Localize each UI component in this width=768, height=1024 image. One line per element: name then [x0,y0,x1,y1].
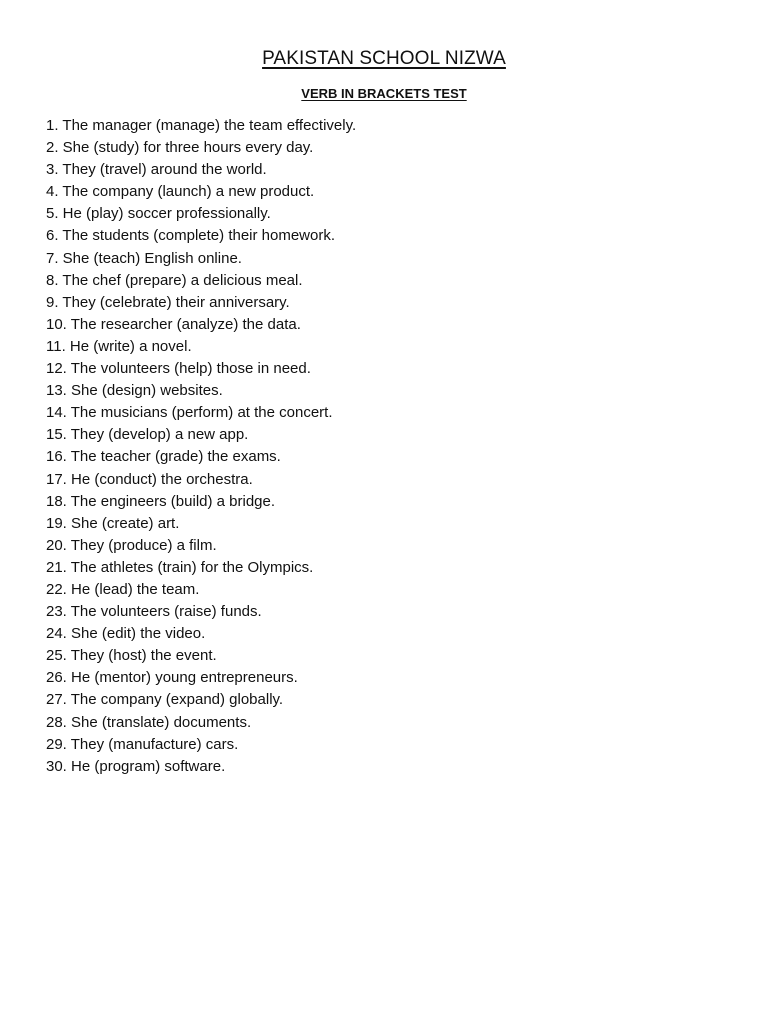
question-item: 12. The volunteers (help) those in need. [46,360,311,378]
question-item: 23. The volunteers (raise) funds. [46,603,262,621]
question-item: 28. She (translate) documents. [46,713,252,731]
question-item: 29. They (manufacture) cars. [46,735,239,753]
question-item: 27. The company (expand) globally. [46,691,284,709]
question-item: 21. The athletes (train) for the Olympics. [46,558,314,576]
document-subtitle-text: VERB IN BRACKETS TEST [301,86,467,101]
question-item: 26. He (mentor) young entrepreneurs. [46,669,298,687]
question-item: 15. They (develop) a new app. [46,426,249,444]
question-item: 19. She (create) art. [46,514,180,532]
question-item: 30. He (program) software. [46,757,226,775]
question-item: 7. She (teach) English online. [46,249,242,267]
question-item: 9. They (celebrate) their anniversary. [46,293,290,311]
question-item: 6. The students (complete) their homework. [46,227,336,245]
document-title-text: PAKISTAN SCHOOL NIZWA [262,48,506,69]
question-item: 8. The chef (prepare) a delicious meal. [46,271,303,289]
question-item: 10. The researcher (analyze) the data. [46,315,301,333]
question-list [46,115,356,778]
question-item: 25. They (host) the event. [46,647,217,665]
question-item: 4. The company (launch) a new product. [46,183,315,201]
question-item: 14. The musicians (perform) at the concert. [46,404,333,422]
question-item: 17. He (conduct) the orchestra. [46,470,253,488]
question-item: 13. She (design) websites. [46,382,223,400]
question-item: 22. He (lead) the team. [46,580,200,598]
question-item: 3. They (travel) around the world. [46,161,267,179]
question-item: 2. She (study) for three hours every day. [46,139,314,157]
document-title [0,47,768,71]
question-item: 20. They (produce) a film. [46,536,217,554]
question-item: 5. He (play) soccer professionally. [46,205,271,223]
question-item: 11. He (write) a novel. [46,337,192,355]
question-item: 1. The manager (manage) the team effectively. [46,117,357,134]
question-item: 24. She (edit) the video. [46,625,206,643]
question-item: 16. The teacher (grade) the exams. [46,448,281,466]
question-item: 18. The engineers (build) a bridge. [46,492,276,510]
document-subtitle [0,85,768,103]
